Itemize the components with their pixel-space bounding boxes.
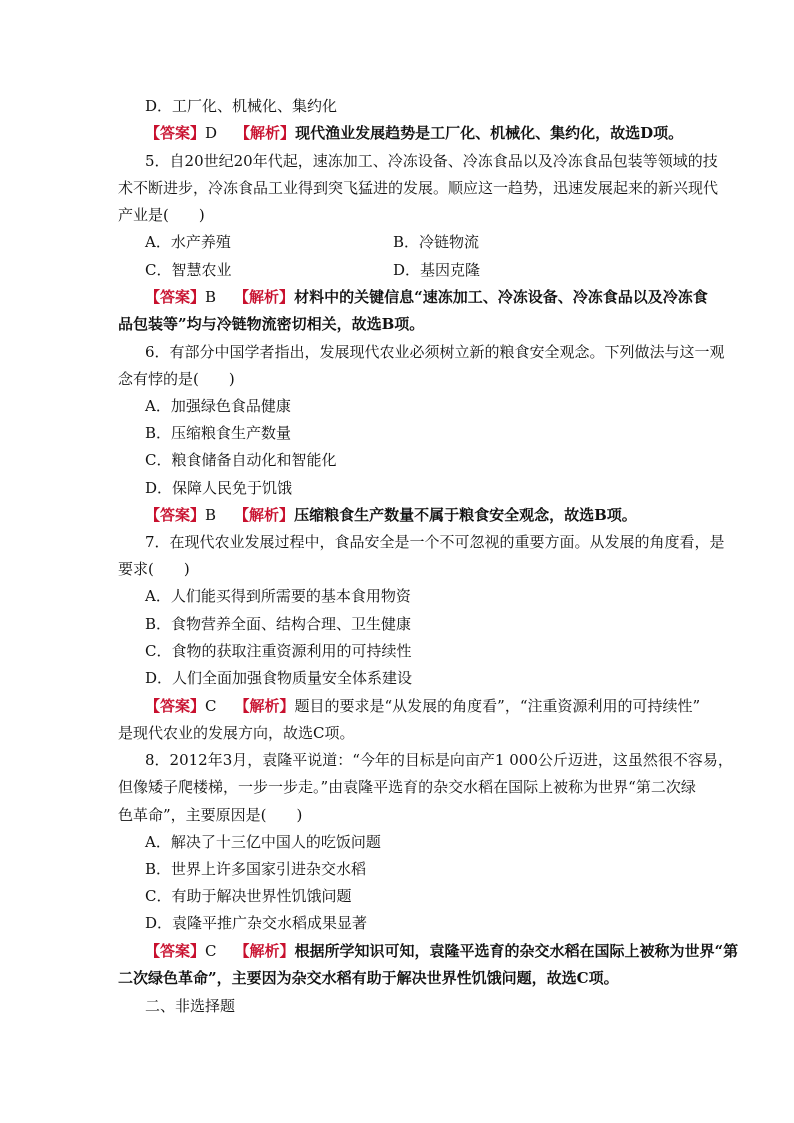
analysis-text: 根据所学知识可知，袁隆平选育的杂交水稻在国际上被称为世界“第 xyxy=(294,942,739,960)
analysis-text: 是现代农业的发展方向，故选C项。 xyxy=(118,724,355,742)
q4-answer-line xyxy=(145,123,715,143)
q7-analysis-line2 xyxy=(118,723,688,743)
answer-value: D xyxy=(205,124,218,142)
q8-option-c: C．有助于解决世界性饥饿问题 xyxy=(145,887,352,905)
q6-stem-line2: 念有悖的是( ) xyxy=(118,370,235,388)
analysis-text: 品包装等”均与冷链物流密切相关，故选B项。 xyxy=(118,315,425,333)
answer-tag: 【答案】 xyxy=(145,506,206,524)
q8-option-b: B．世界上许多国家引进杂交水稻 xyxy=(145,860,367,878)
q5-stem-line3: 产业是( ) xyxy=(118,206,205,224)
q8-stem-line1: 8．2012年3月，袁隆平说道：“今年的目标是向亩产1 000公斤迈进，这虽然很不容易， xyxy=(145,751,733,769)
analysis-tag: 【解析】 xyxy=(235,124,296,142)
q5-stem-line2: 术不断进步，冷冻食品工业得到突飞猛进的发展。顺应这一趋势，迅速发展起来的新兴现代 xyxy=(118,179,719,197)
analysis-text: 现代渔业发展趋势是工厂化、机械化、集约化，故选D项。 xyxy=(295,124,684,142)
analysis-tag: 【解析】 xyxy=(234,697,295,715)
answer-value: C xyxy=(205,697,217,715)
q5-option-d: D．基因克隆 xyxy=(393,261,481,279)
analysis-text: 材料中的关键信息“速冻加工、冷冻设备、冷冻食品以及冷冻食 xyxy=(294,288,708,306)
q5-analysis-line2 xyxy=(118,314,688,334)
answer-value: C xyxy=(205,942,217,960)
q5-option-c: C．智慧农业 xyxy=(145,261,232,279)
q6-answer-line xyxy=(145,505,715,525)
q6-option-a: A．加强绿色食品健康 xyxy=(145,397,291,415)
q7-answer-line xyxy=(145,696,715,716)
answer-tag: 【答案】 xyxy=(145,697,206,715)
answer-tag: 【答案】 xyxy=(145,124,206,142)
analysis-text: 压缩粮食生产数量不属于粮食安全观念，故选B项。 xyxy=(294,506,637,524)
analysis-tag: 【解析】 xyxy=(234,506,295,524)
q7-option-b: B．食物营养全面、结构合理、卫生健康 xyxy=(145,615,412,633)
q5-answer-line xyxy=(145,287,715,307)
q8-stem-line2: 但像矮子爬楼梯，一步一步走。”由袁隆平选育的杂交水稻在国际上被称为世界“第二次绿 xyxy=(118,778,696,796)
q4-option-d: D．工厂化、机械化、集约化 xyxy=(145,97,338,115)
q8-stem-line3: 色革命”，主要原因是( ) xyxy=(118,806,303,824)
q7-option-a: A．人们能买得到所需要的基本食用物资 xyxy=(145,587,411,605)
section-title: 二、非选择题 xyxy=(145,997,236,1015)
answer-tag: 【答案】 xyxy=(145,288,206,306)
answer-value: B xyxy=(205,506,217,524)
q7-stem-line2: 要求( ) xyxy=(118,560,190,578)
q8-option-d: D．袁隆平推广杂交水稻成果显著 xyxy=(145,914,368,932)
analysis-tag: 【解析】 xyxy=(234,942,295,960)
q6-option-b: B．压缩粮食生产数量 xyxy=(145,424,292,442)
answer-value: B xyxy=(205,288,217,306)
q5-option-b: B．冷链物流 xyxy=(393,233,480,251)
q7-option-d: D．人们全面加强食物质量安全体系建设 xyxy=(145,669,413,687)
answer-tag: 【答案】 xyxy=(145,942,206,960)
q8-answer-line xyxy=(145,941,739,961)
q6-option-c: C．粮食储备自动化和智能化 xyxy=(145,451,337,469)
q7-stem-line1: 7．在现代农业发展过程中，食品安全是一个不可忽视的重要方面。从发展的角度看，是 xyxy=(145,533,725,551)
analysis-text: 题目的要求是“从发展的角度看”，“注重资源利用的可持续性” xyxy=(294,697,701,715)
q7-option-c: C．食物的获取注重资源利用的可持续性 xyxy=(145,642,412,660)
q5-stem-line1: 5．自20世纪20年代起，速冻加工、冷冻设备、冷冻食品以及冷冻食品包装等领域的技 xyxy=(145,152,718,170)
q8-option-a: A．解决了十三亿中国人的吃饭问题 xyxy=(145,833,381,851)
analysis-tag: 【解析】 xyxy=(234,288,295,306)
q5-option-a: A．水产养殖 xyxy=(145,233,231,251)
q6-stem-line1: 6．有部分中国学者指出，发展现代农业必须树立新的粮食安全观念。下列做法与这一观 xyxy=(145,343,725,361)
q8-analysis-line2 xyxy=(118,968,688,988)
analysis-text: 二次绿色革命”，主要因为杂交水稻有助于解决世界性饥饿问题，故选C项。 xyxy=(118,969,619,987)
q6-option-d: D．保障人民免于饥饿 xyxy=(145,479,293,497)
